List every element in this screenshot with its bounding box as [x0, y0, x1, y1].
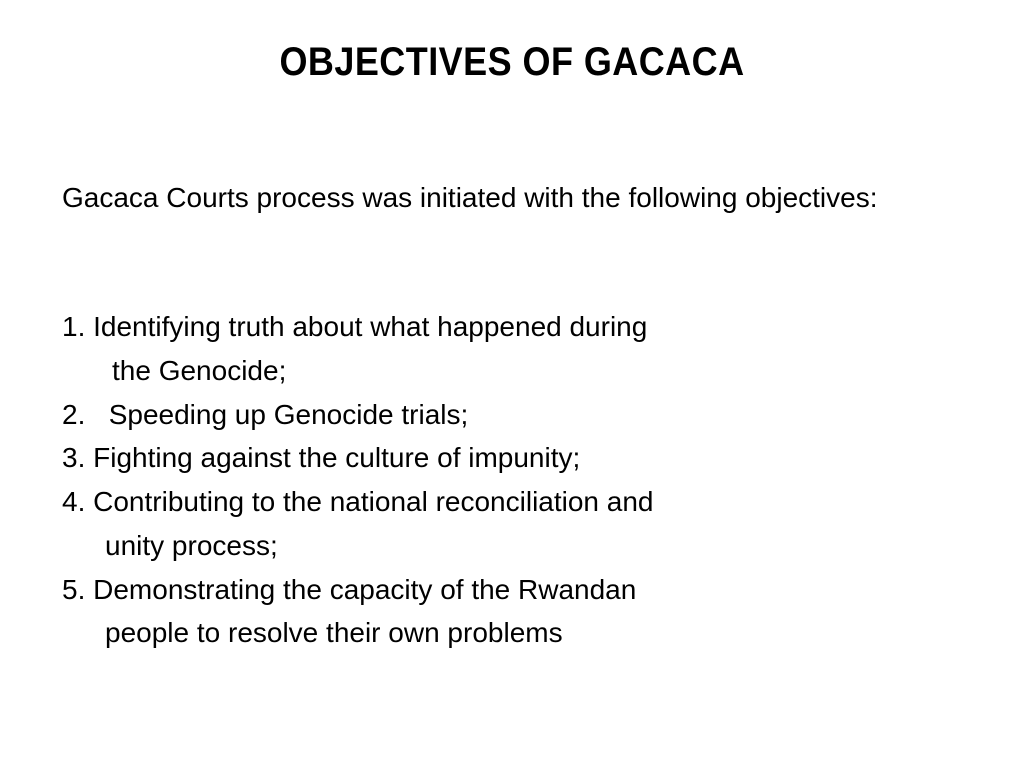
objective-item-5 [62, 568, 962, 656]
objectives-list [62, 305, 962, 655]
objective-item-2 [62, 393, 962, 437]
objective-item-4 [62, 480, 962, 568]
objective-item-1 [62, 305, 962, 393]
slide-title: OBJECTIVES OF GACACA [279, 40, 745, 84]
objective-1-text: 1. Identifying truth about what happened during [62, 311, 648, 342]
objective-item-3 [62, 436, 962, 480]
objective-1-continuation: the Genocide; [112, 354, 287, 386]
objective-4-text: 4. Contributing to the national reconciliation and [62, 486, 654, 517]
objective-4-continuation: unity process; [105, 529, 278, 561]
objective-5-continuation: people to resolve their own problems [105, 617, 563, 649]
objective-5-text: 5. Demonstrating the capacity of the Rwandan [62, 573, 637, 605]
intro-paragraph: Gacaca Courts process was initiated with the following objectives: [62, 182, 878, 213]
objective-2-text: 2. Speeding up Genocide trials; [62, 398, 469, 430]
objective-3-text: 3. Fighting against the culture of impunity; [62, 442, 581, 474]
